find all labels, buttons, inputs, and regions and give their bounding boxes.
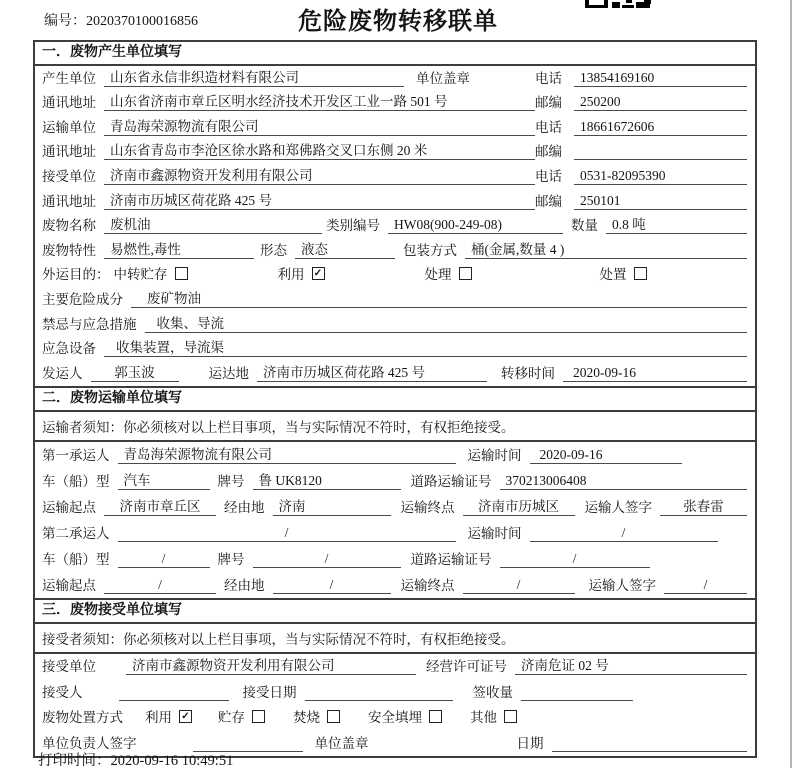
address-label: 通讯地址 xyxy=(42,193,96,209)
transport-route-row xyxy=(35,494,755,520)
receiver-unit-label: 接受单位 xyxy=(42,168,96,184)
phone-value: 13854169160 xyxy=(574,70,747,87)
form-state-value: 液态 xyxy=(295,238,395,259)
transporter-unit-row xyxy=(35,115,755,140)
transport-date-value: 2020-09-16 xyxy=(530,447,682,464)
zip-value xyxy=(574,159,747,160)
plate-number-label: 牌号 xyxy=(217,551,245,567)
waste-property-label: 废物特性 xyxy=(42,242,96,258)
second-carrier-value: / xyxy=(118,525,456,542)
outbound-purpose-row xyxy=(35,263,755,288)
section-receiver xyxy=(35,598,755,756)
via-value: / xyxy=(273,577,391,594)
unchecked-checkbox-icon xyxy=(634,267,647,280)
carrier-signature-value: 张春雷 xyxy=(660,495,747,516)
option-label: 处理 xyxy=(424,267,452,283)
zip-group xyxy=(535,91,747,111)
receiving-unit-row xyxy=(35,654,755,680)
receiver-notice: 接受者须知：你必须核对以上栏目事项，当与实际情况不符时，有权拒绝接受。 xyxy=(35,624,755,654)
print-time-value: 2020-09-16 10:49:51 xyxy=(110,753,234,768)
producer-unit-row xyxy=(35,66,755,91)
transport-date-label: 运输时间 xyxy=(467,525,522,541)
page-title: 危险废物转移联单 xyxy=(298,9,498,35)
endpoint-label: 运输终点 xyxy=(400,577,455,593)
waste-property-row xyxy=(35,238,755,263)
endpoint-label: 运输终点 xyxy=(400,499,455,515)
destination-value: 济南市历城区荷花路 425 号 xyxy=(257,361,487,382)
disposal-method-row xyxy=(35,705,755,731)
plate-number-value: 鲁 UK8120 xyxy=(253,469,401,490)
emergency-equipment-value: 收集装置，导流渠 xyxy=(104,336,747,357)
origin-value: 济南市章丘区 xyxy=(104,495,216,516)
disposal-reuse-option xyxy=(145,706,192,726)
waste-name-value: 废机油 xyxy=(104,213,322,234)
section2-title: 二．废物运输单位填写 xyxy=(35,386,755,412)
phone-label: 电话 xyxy=(535,70,562,86)
unchecked-checkbox-icon xyxy=(175,267,188,280)
purpose-treatment-option xyxy=(425,263,472,283)
date-label: 日期 xyxy=(516,735,544,751)
shipper-value: 郭玉波 xyxy=(91,361,179,382)
road-permit-label: 道路运输证号 xyxy=(410,473,492,489)
emergency-measures-row xyxy=(35,312,755,337)
receiver-unit-row xyxy=(35,164,755,189)
transport-date-value: / xyxy=(530,525,718,542)
transfer-date-value: 2020-09-16 xyxy=(563,365,747,382)
producer-unit-value: 山东省永信非织造材料有限公司 xyxy=(104,66,404,87)
emergency-measures-label: 禁忌与应急措施 xyxy=(42,316,137,332)
signed-quantity-label: 签收量 xyxy=(472,684,513,700)
outbound-purpose-label: 外运目的： xyxy=(42,267,110,283)
road-permit-value: / xyxy=(500,551,650,568)
qr-code-icon xyxy=(585,0,653,8)
waste-name-row xyxy=(35,214,755,239)
date-value xyxy=(552,751,748,752)
unit-seal-label: 单位盖章 xyxy=(416,70,470,86)
option-label: 焚烧 xyxy=(293,710,320,726)
receiver-person-label: 接受人 xyxy=(42,684,83,700)
shipper-row xyxy=(35,361,755,386)
waste-property-value: 易燃性,毒性 xyxy=(104,238,254,259)
quantity-label: 数量 xyxy=(571,218,598,234)
phone-label: 电话 xyxy=(535,168,562,184)
receive-date-value xyxy=(305,700,453,701)
transport-route-row-2 xyxy=(35,572,755,598)
carrier-signature-label: 运输人签字 xyxy=(584,499,652,515)
via-label: 经由地 xyxy=(224,499,265,515)
emergency-measures-value: 收集、导流 xyxy=(145,312,748,333)
transfer-date-label: 转移时间 xyxy=(501,365,555,381)
unchecked-checkbox-icon xyxy=(327,710,340,723)
form-state-label: 形态 xyxy=(260,242,287,258)
carrier-signature-label: 运输人签字 xyxy=(588,577,656,593)
emergency-equipment-row xyxy=(35,337,755,362)
receiver-person-value xyxy=(119,700,229,701)
packaging-value: 桶(金属,数量 4 ) xyxy=(465,238,747,259)
disposal-storage-option xyxy=(218,706,265,726)
category-code-label: 类别编号 xyxy=(326,218,380,234)
phone-label: 电话 xyxy=(535,119,562,135)
road-permit-value: 370213006408 xyxy=(500,473,748,490)
emergency-equipment-label: 应急设备 xyxy=(42,341,96,357)
first-carrier-label: 第一承运人 xyxy=(42,447,110,463)
address-value: 山东省青岛市李沧区徐水路和郑佛路交叉口东侧 20 米 xyxy=(104,139,535,160)
origin-value: / xyxy=(104,577,216,594)
plate-number-label: 牌号 xyxy=(217,473,245,489)
zip-label: 邮编 xyxy=(535,193,562,209)
unchecked-checkbox-icon xyxy=(252,710,265,723)
address-label: 通讯地址 xyxy=(42,95,96,111)
transporter-notice: 运输者须知：你必须核对以上栏目事项，当与实际情况不符时，有权拒绝接受。 xyxy=(35,412,755,442)
producer-address-row xyxy=(35,91,755,116)
address-value: 山东省济南市章丘区明水经济技术开发区工业一路 501 号 xyxy=(104,90,535,111)
plate-number-value: / xyxy=(253,551,401,568)
road-permit-label: 道路运输证号 xyxy=(410,551,492,567)
section3-title: 三．废物接受单位填写 xyxy=(35,598,755,624)
receiver-person-row xyxy=(35,679,755,705)
doc-number-label: 编号： xyxy=(44,14,86,29)
second-carrier-row xyxy=(35,520,755,546)
vehicle-type-row-2 xyxy=(35,546,755,572)
zip-label: 邮编 xyxy=(535,95,562,111)
phone-value: 0531-82095390 xyxy=(574,168,747,185)
zip-value: 250200 xyxy=(574,94,747,111)
address-value: 济南市历城区荷花路 425 号 xyxy=(104,189,535,210)
purpose-disposal-option xyxy=(600,263,647,283)
receiving-unit-value: 济南市鑫源物资开发利用有限公司 xyxy=(126,654,416,675)
hazard-component-row xyxy=(35,287,755,312)
zip-group xyxy=(535,140,747,160)
transporter-unit-label: 运输单位 xyxy=(42,119,96,135)
via-label: 经由地 xyxy=(224,577,265,593)
section-producer xyxy=(35,42,755,386)
checked-checkbox-icon: ✓ xyxy=(312,267,325,280)
option-label: 贮存 xyxy=(218,710,245,726)
disposal-landfill-option xyxy=(368,706,442,726)
vehicle-type-label: 车（船）型 xyxy=(42,473,110,489)
zip-value: 250101 xyxy=(574,193,747,210)
transporter-address-row xyxy=(35,140,755,165)
zip-group xyxy=(535,190,747,210)
option-label: 利用 xyxy=(277,267,305,283)
option-label: 其他 xyxy=(470,710,497,726)
option-label: 中转贮存 xyxy=(113,267,168,283)
vehicle-type-row xyxy=(35,468,755,494)
vehicle-type-value: / xyxy=(118,551,210,568)
packaging-label: 包装方式 xyxy=(403,242,457,258)
origin-label: 运输起点 xyxy=(42,577,96,593)
section-transporter xyxy=(35,386,755,598)
signed-quantity-value xyxy=(521,700,633,701)
origin-label: 运输起点 xyxy=(42,499,96,515)
phone-group xyxy=(535,165,747,185)
hazard-component-value: 废矿物油 xyxy=(131,287,747,308)
responsible-signature-label: 单位负责人签字 xyxy=(42,735,137,751)
page-right-edge xyxy=(790,0,792,768)
transporter-unit-value: 青岛海荣源物流有限公司 xyxy=(104,115,535,136)
carrier-signature-value: / xyxy=(664,577,747,594)
disposal-incineration-option xyxy=(293,706,340,726)
transport-date-label: 运输时间 xyxy=(467,447,522,463)
producer-unit-label: 产生单位 xyxy=(42,70,96,86)
quantity-value: 0.8 吨 xyxy=(606,213,747,234)
doc-number-value: 2020370100016856 xyxy=(86,14,198,29)
unchecked-checkbox-icon xyxy=(504,710,517,723)
checked-checkbox-icon: ✓ xyxy=(179,710,192,723)
endpoint-value: 济南市历城区 xyxy=(463,495,575,516)
manifest-form xyxy=(33,40,757,758)
license-number-value: 济南危证 02 号 xyxy=(515,654,747,675)
phone-group xyxy=(535,67,747,87)
print-time-label: 打印时间： xyxy=(38,753,111,768)
category-code-value: HW08(900-249-08) xyxy=(388,217,563,234)
receive-date-label: 接受日期 xyxy=(242,684,297,700)
shipper-label: 发运人 xyxy=(42,365,83,381)
option-label: 安全填埋 xyxy=(368,710,422,726)
endpoint-value: / xyxy=(463,577,575,594)
waste-name-label: 废物名称 xyxy=(42,218,96,234)
address-label: 通讯地址 xyxy=(42,144,96,160)
license-number-label: 经营许可证号 xyxy=(426,659,507,675)
zip-label: 邮编 xyxy=(535,144,562,160)
receiving-unit-label: 接受单位 xyxy=(42,659,96,675)
first-carrier-value: 青岛海荣源物流有限公司 xyxy=(118,443,456,464)
unit-seal-label: 单位盖章 xyxy=(314,735,369,751)
destination-label: 运达地 xyxy=(208,365,249,381)
vehicle-type-value: 汽车 xyxy=(118,469,210,490)
option-label: 处置 xyxy=(599,267,627,283)
phone-value: 18661672606 xyxy=(574,119,747,136)
phone-group xyxy=(535,116,747,136)
section1-title: 一．废物产生单位填写 xyxy=(35,42,755,66)
receiver-unit-value: 济南市鑫源物资开发利用有限公司 xyxy=(104,164,535,185)
option-label: 利用 xyxy=(145,710,172,726)
second-carrier-label: 第二承运人 xyxy=(42,525,110,541)
first-carrier-row xyxy=(35,442,755,468)
receiver-address-row xyxy=(35,189,755,214)
via-value: 济南 xyxy=(273,495,391,516)
purpose-transfer-storage-option xyxy=(114,263,188,283)
disposal-method-label: 废物处置方式 xyxy=(42,710,123,726)
unchecked-checkbox-icon xyxy=(429,710,442,723)
purpose-reuse-option xyxy=(278,263,325,283)
print-time xyxy=(38,749,233,768)
unchecked-checkbox-icon xyxy=(459,267,472,280)
vehicle-type-label: 车（船）型 xyxy=(42,551,110,567)
hazard-component-label: 主要危险成分 xyxy=(42,291,123,307)
disposal-other-option xyxy=(470,706,517,726)
